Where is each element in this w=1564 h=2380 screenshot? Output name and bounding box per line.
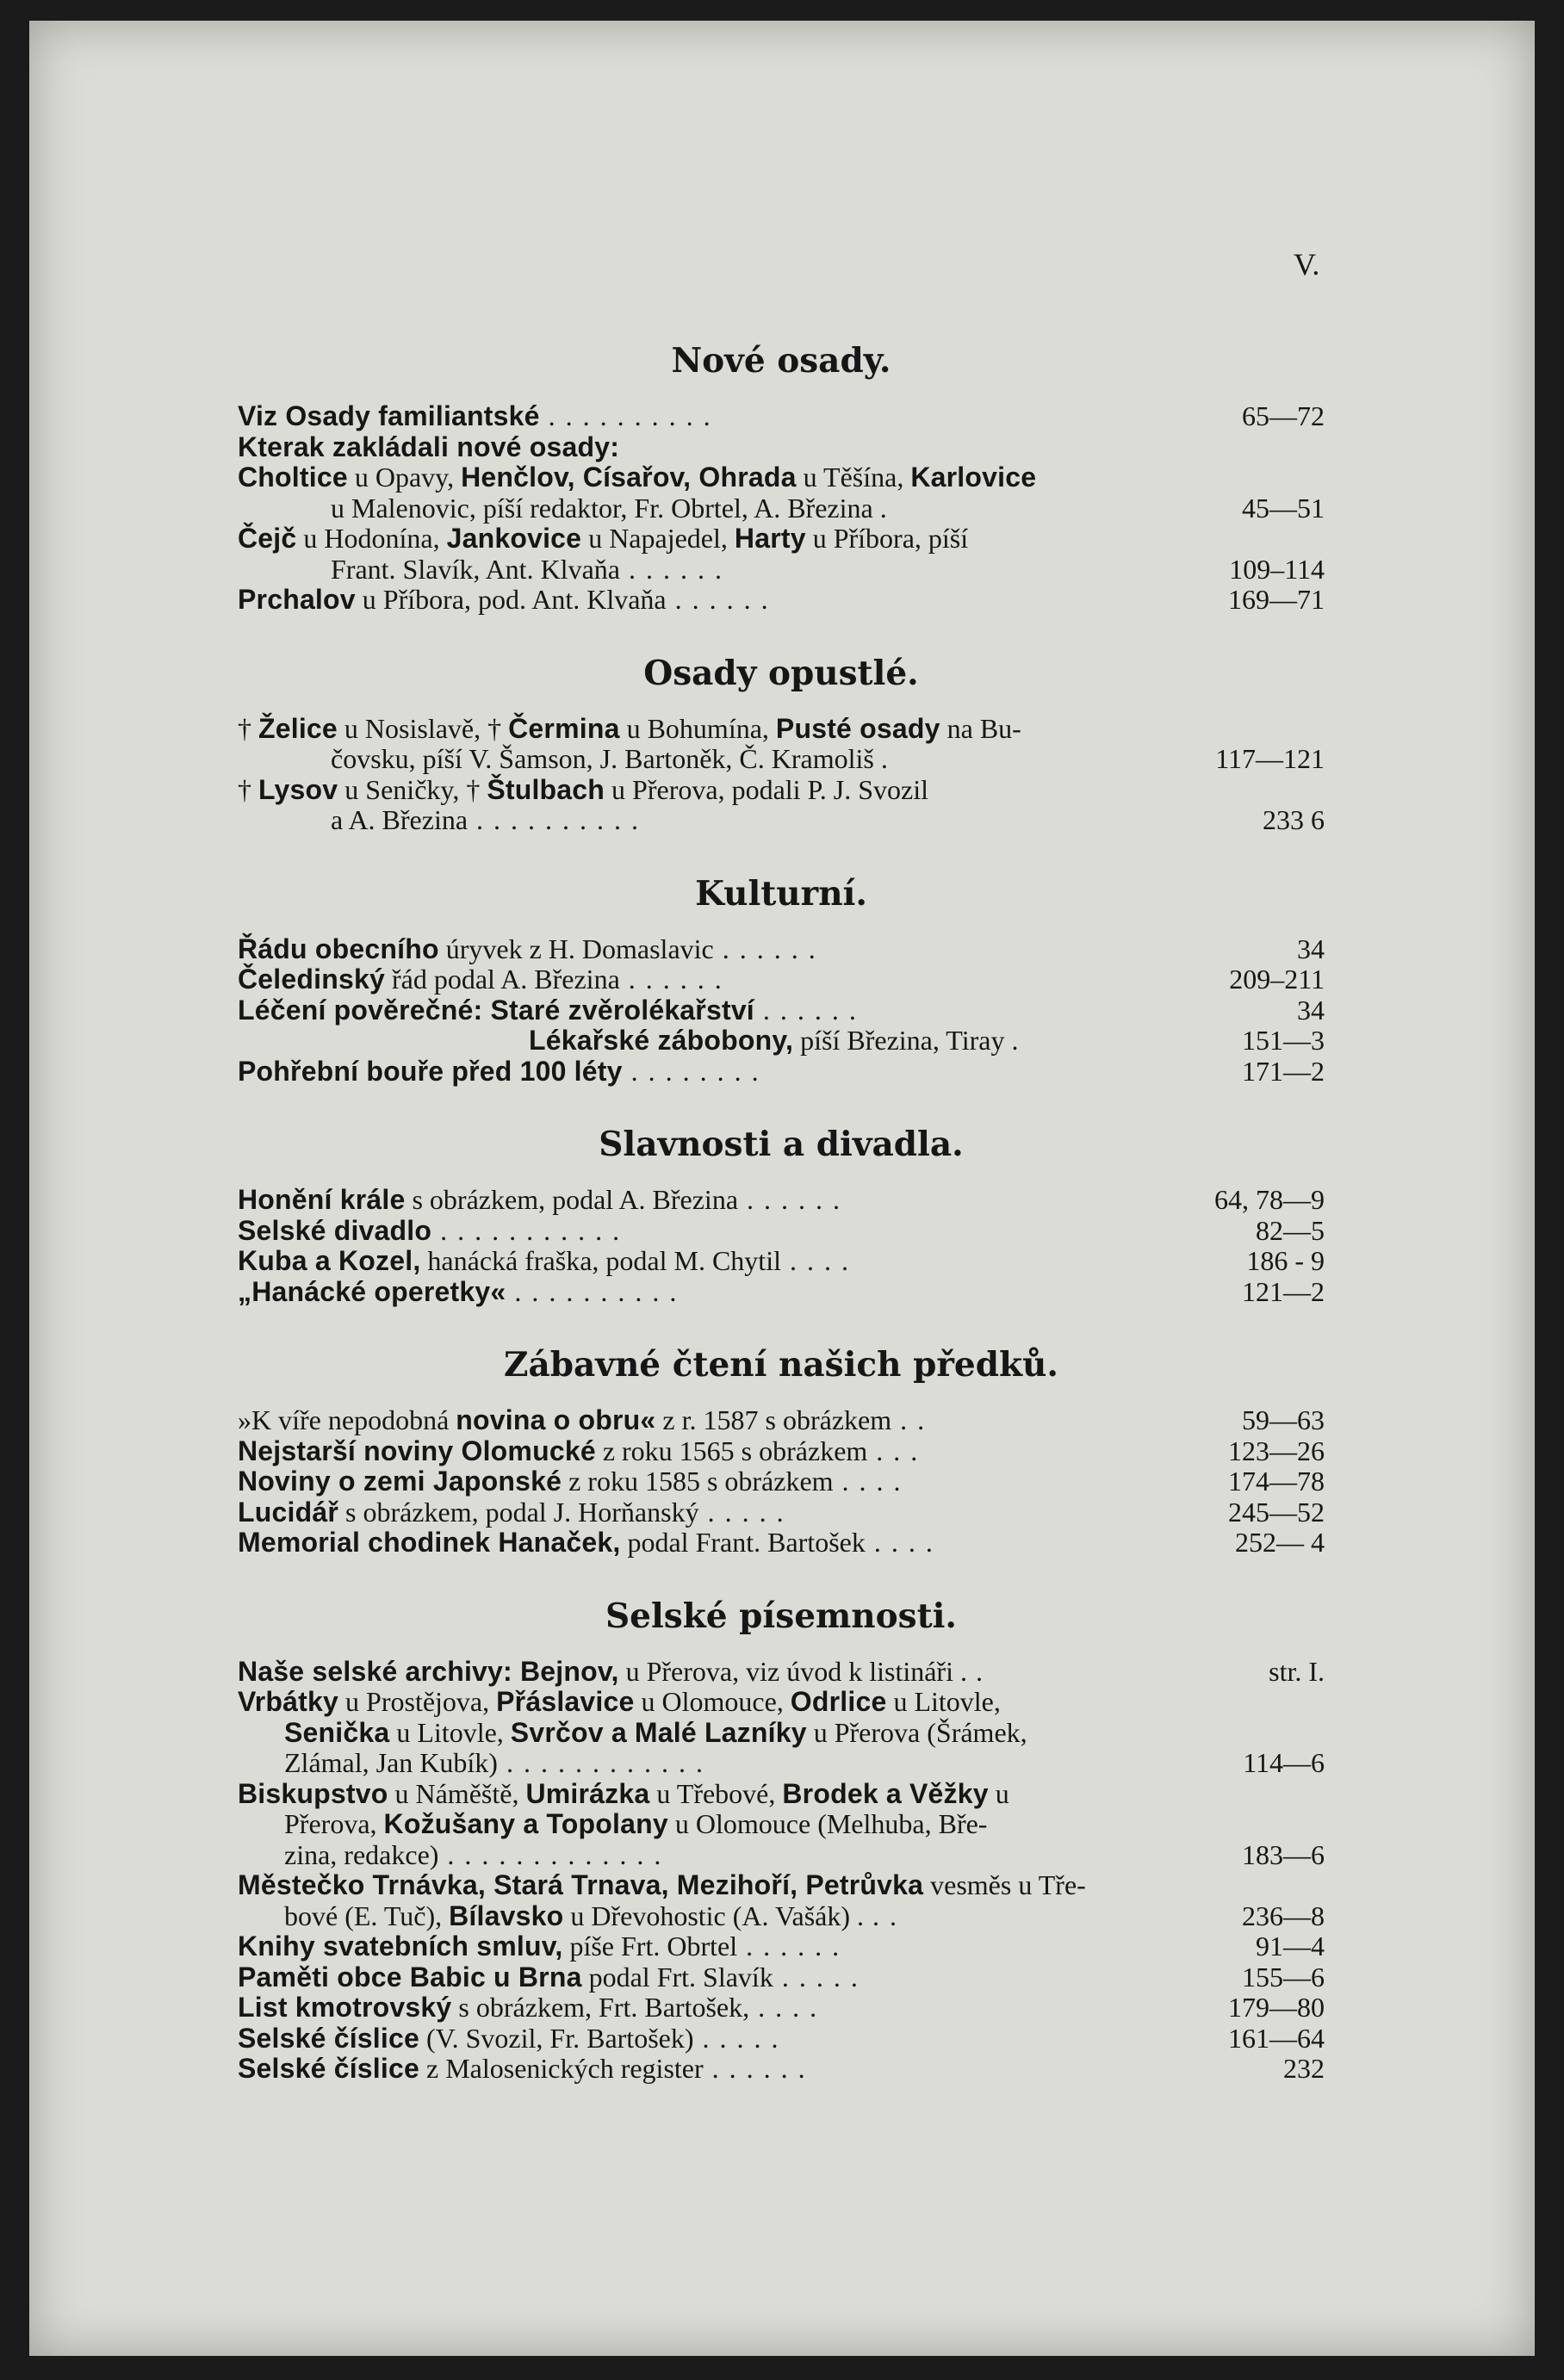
toc-entry: Selské číslice z Malosenických register . . . . . . 232: [238, 2053, 1325, 2084]
section-title: Slavnosti a divadla.: [599, 1125, 964, 1164]
section-title: Kulturní.: [695, 873, 867, 914]
entry-pages: 34: [1297, 933, 1325, 964]
entry-pages: 186 - 9: [1246, 1245, 1325, 1276]
entry-pages: str. I.: [1269, 1655, 1325, 1687]
toc-entry-continuation: u Malenovic, píší redaktor, Fr. Obrtel, A. Březina . 45—51: [331, 492, 1325, 524]
entry-pages: 236—8: [1242, 1900, 1325, 1931]
entry-pages: 161—64: [1228, 2022, 1325, 2054]
entry-pages: 45—51: [1242, 492, 1325, 524]
entry-pages: 59—63: [1242, 1404, 1325, 1435]
toc-entry: Biskupstvo u Náměště, Umirázka u Třebové, Brodek a Věžky u: [238, 1777, 1009, 1809]
toc-entry: † Želice u Nosislavě, † Čermina u Bohumína, Pusté osady na Bu-: [238, 712, 1021, 744]
toc-entry: Choltice u Opavy, Henčlov, Císařov, Ohrada u Těšína, Karlovice: [238, 462, 1037, 493]
toc-entry: Čeledinský řád podal A. Březina . . . . . . 209–211: [238, 964, 1325, 995]
toc-entry-continuation: zina, redakce) . . . . . . . . . . . . . 183—6: [284, 1838, 1325, 1870]
toc-entry: Memorial chodinek Hanaček, podal Frant. Bartošek . . . . 252— 4: [238, 1527, 1325, 1558]
entry-pages: 233 6: [1263, 804, 1325, 835]
section-zabavne-cteni: [238, 1343, 1325, 1559]
toc-entry: Čejč u Hodonína, Jankovice u Napajedel, Harty u Příbora, píší: [238, 523, 969, 554]
toc-entry: [238, 432, 1325, 463]
toc-entry: Městečko Trnávka, Stará Trnava, Mezihoří, Petrůvka vesměs u Tře-: [238, 1869, 1086, 1900]
page-number: V.: [1294, 247, 1320, 282]
toc-entry-continuation: Senička u Litovle, Svrčov a Malé Lazníky u Přerova (Šrámek,: [284, 1716, 1027, 1748]
toc-entry: Řádu obecního úryvek z H. Domaslavic . . . . . . 34: [238, 933, 1325, 964]
entry-pages: 121—2: [1242, 1275, 1325, 1307]
entry-pages: 183—6: [1242, 1838, 1325, 1870]
toc-entry: »K víře nepodobná novina o obru« z r. 1587 s obrázkem . . 59—63: [238, 1404, 1325, 1435]
table-of-contents: [238, 339, 1325, 2121]
entry-pages: 82—5: [1256, 1214, 1325, 1246]
section-slavnosti: [238, 1123, 1325, 1307]
toc-entry: Naše selské archivy: Bejnov, u Přerova, viz úvod k listináři . . str. I.: [238, 1655, 1325, 1687]
toc-entry: Paměti obce Babic u Brna podal Frt. Slavík . . . . . 155—6: [238, 1961, 1325, 1993]
entry-pages: 169—71: [1228, 584, 1325, 615]
entry-pages: 34: [1297, 994, 1325, 1026]
section-title: Osady opustlé.: [643, 653, 919, 693]
entry-pages: 252— 4: [1235, 1527, 1325, 1558]
entry-pages: 209–211: [1229, 964, 1325, 995]
toc-entry-continuation: a A. Březina . . . . . . . . . . 233 6: [331, 804, 1325, 835]
toc-entry: Léčení pověrečné: Staré zvěrolékařství . . . . . . 34: [238, 994, 1325, 1026]
toc-entry: Knihy svatebních smluv, píše Frt. Obrtel . . . . . . 91—4: [238, 1931, 1325, 1962]
toc-entry: Kuba a Kozel, hanácká fraška, podal M. Chytil . . . . 186 - 9: [238, 1245, 1325, 1276]
toc-entry: Prchalov u Příbora, pod. Ant. Klvaňa . . . . . . 169—71: [238, 584, 1325, 615]
section-title: Nové osady.: [671, 341, 891, 381]
entry-pages: 117—121: [1215, 743, 1325, 774]
toc-entry-continuation: bové (E. Tuč), Bílavsko u Dřevohostic (A. Vašák) . . . 236—8: [284, 1900, 1325, 1931]
toc-entry: Selské číslice (V. Svozil, Fr. Bartošek) . . . . . 161—64: [238, 2022, 1325, 2054]
section-nove-osady: [238, 339, 1325, 616]
entry-pages: 109–114: [1229, 553, 1325, 585]
toc-entry: Nejstarší noviny Olomucké z roku 1565 s obrázkem . . . 123—26: [238, 1435, 1325, 1466]
toc-entry-continuation: Lékařské zábobony, píší Březina, Tiray . 151—3: [529, 1025, 1325, 1056]
toc-entry-continuation: Přerova, Kožušany a Topolany u Olomouce (Melhuba, Bře-: [284, 1808, 988, 1839]
toc-entry-continuation: Frant. Slavík, Ant. Klvaňa . . . . . . 109–114: [331, 553, 1325, 585]
entry-pages: 91—4: [1256, 1931, 1325, 1962]
toc-entry: Vrbátky u Prostějova, Přáslavice u Olomouce, Odrlice u Litovle,: [238, 1686, 1001, 1717]
entry-pages: 171—2: [1242, 1055, 1325, 1087]
entry-pages: 245—52: [1228, 1496, 1325, 1528]
entry-pages: 174—78: [1228, 1466, 1325, 1497]
toc-entry: „Hanácké operetky« . . . . . . . . . . 121—2: [238, 1275, 1325, 1307]
entry-pages: 179—80: [1228, 1992, 1325, 2023]
toc-entry-continuation: čovsku, píší V. Šamson, J. Bartoněk, Č. Kramoliš . 117—121: [331, 743, 1325, 774]
toc-entry: Noviny o zemi Japonské z roku 1585 s obrázkem . . . . 174—78: [238, 1466, 1325, 1497]
entry-pages: 123—26: [1228, 1435, 1325, 1466]
entry-pages: 151—3: [1242, 1025, 1325, 1056]
section-selske-pisemnosti: [238, 1595, 1325, 2085]
entry-pages: 65—72: [1242, 400, 1325, 431]
section-kulturni: [238, 872, 1325, 1088]
entry-pages: 232: [1283, 2053, 1325, 2084]
toc-entry-continuation: Zlámal, Jan Kubík) . . . . . . . . . . . . 114—6: [284, 1747, 1325, 1778]
entry-title: Kterak zakládali nové osady:: [238, 431, 620, 462]
scanned-page: [29, 21, 1535, 2356]
entry-title: Viz Osady familiantské: [238, 400, 540, 431]
toc-entry: Viz Osady familiantské . . . . . . . . . . 65—72: [238, 400, 1325, 431]
entry-pages: 114—6: [1243, 1747, 1325, 1778]
section-title: Selské písemnosti.: [605, 1596, 957, 1636]
entry-pages: 64, 78—9: [1214, 1184, 1325, 1215]
toc-entry: Honění krále s obrázkem, podal A. Březina . . . . . . 64, 78—9: [238, 1184, 1325, 1215]
toc-entry: Selské divadlo . . . . . . . . . . . 82—5: [238, 1214, 1325, 1246]
section-osady-opustle: [238, 652, 1325, 836]
toc-entry: List kmotrovský s obrázkem, Frt. Bartošek, . . . . 179—80: [238, 1992, 1325, 2023]
entry-pages: 155—6: [1242, 1961, 1325, 1993]
toc-entry: † Lysov u Seničky, † Štulbach u Přerova, podali P. J. Svozil: [238, 773, 929, 805]
section-title: Zábavné čtení našich předků.: [504, 1345, 1058, 1385]
toc-entry: Pohřební bouře před 100 léty . . . . . . . . 171—2: [238, 1055, 1325, 1087]
toc-entry: Lucidář s obrázkem, podal J. Horňanský . . . . . 245—52: [238, 1496, 1325, 1528]
